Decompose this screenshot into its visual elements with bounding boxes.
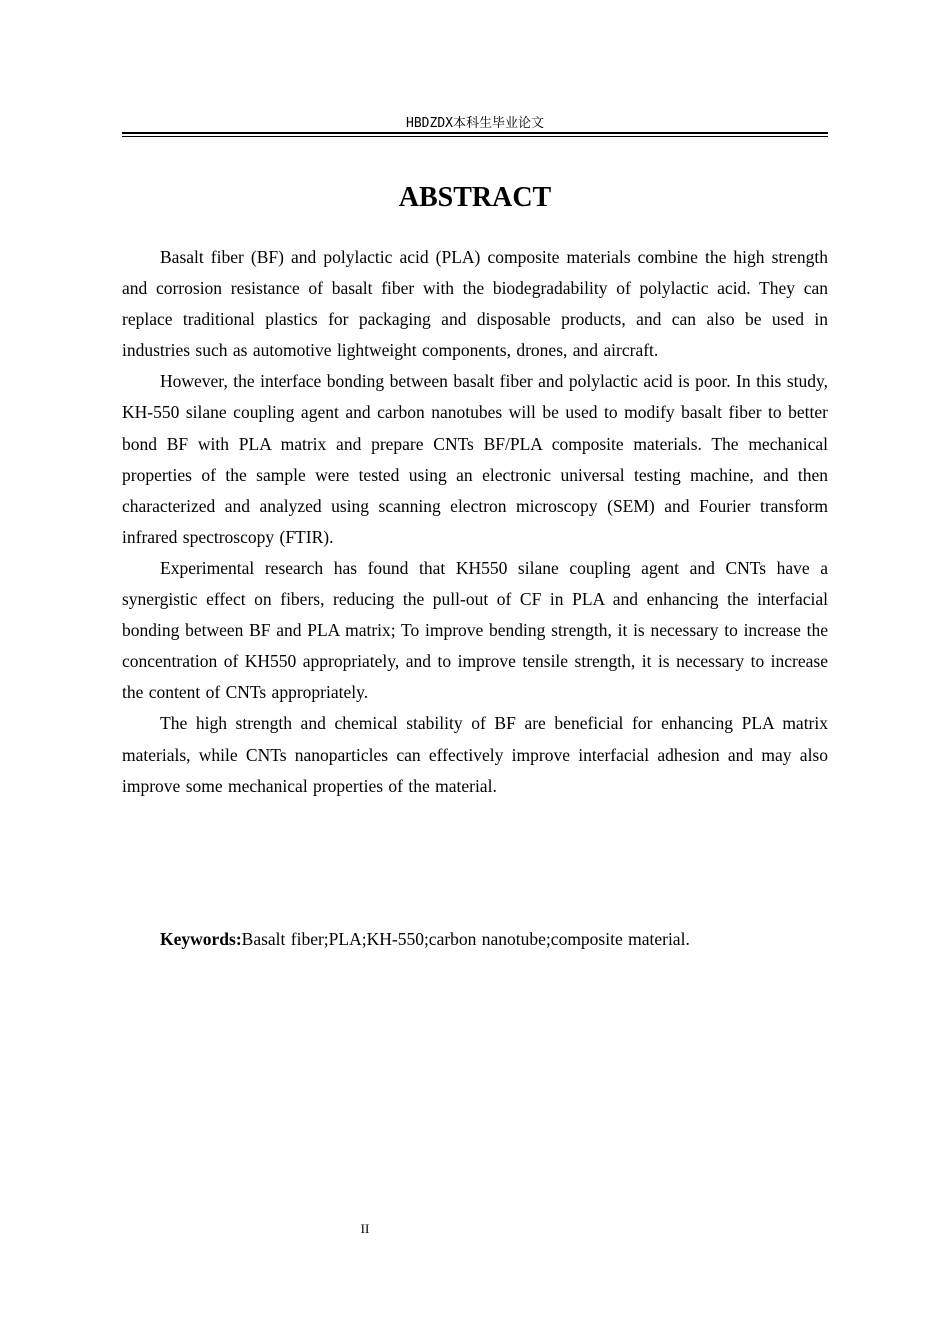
keywords-label: Keywords:	[160, 929, 242, 949]
abstract-paragraph: However, the interface bonding between basalt fiber and polylactic acid is poor. In this study, KH-550 silane coupling agent and carbon nanotubes will be used to modify basalt fiber to better bond BF with PLA matrix and prepare CNTs BF/PLA composite materials. The mechanical properties of the sample were tested using an electronic universal testing machine, and then characterized and analyzed using scanning electron microscopy (SEM) and Fourier transform infrared spectroscopy (FTIR).	[122, 371, 828, 547]
running-header: HBDZDX本科生毕业论文	[406, 116, 544, 131]
keywords-text: Basalt fiber;PLA;KH-550;carbon nanotube;composite material.	[241, 929, 690, 949]
abstract-paragraph: The high strength and chemical stability of BF are beneficial for enhancing PLA matrix materials, while CNTs nanoparticles can effectively improve interfacial adhesion and may also improve some mechanical properties of the material.	[122, 713, 828, 796]
header-rule-thin	[122, 136, 828, 137]
header-rule-thick	[122, 132, 828, 134]
page-number: II	[360, 1221, 370, 1236]
abstract-body	[122, 242, 828, 802]
abstract-title: ABSTRACT	[398, 181, 552, 213]
keywords-line	[122, 924, 828, 955]
abstract-paragraph: Basalt fiber (BF) and polylactic acid (PLA) composite materials combine the high strength and corrosion resistance of basalt fiber with the biodegradability of polylactic acid. They can replace traditional plastics for packaging and disposable products, and can also be used in industries such as automotive lightweight components, drones, and aircraft.	[122, 247, 828, 361]
abstract-paragraph: Experimental research has found that KH550 silane coupling agent and CNTs have a synergistic effect on fibers, reducing the pull-out of CF in PLA and enhancing the interfacial bonding between BF and PLA matrix; To improve bending strength, it is necessary to increase the concentration of KH550 appropriately, and to improve tensile strength, it is necessary to increase the content of CNTs appropriately.	[122, 557, 828, 703]
